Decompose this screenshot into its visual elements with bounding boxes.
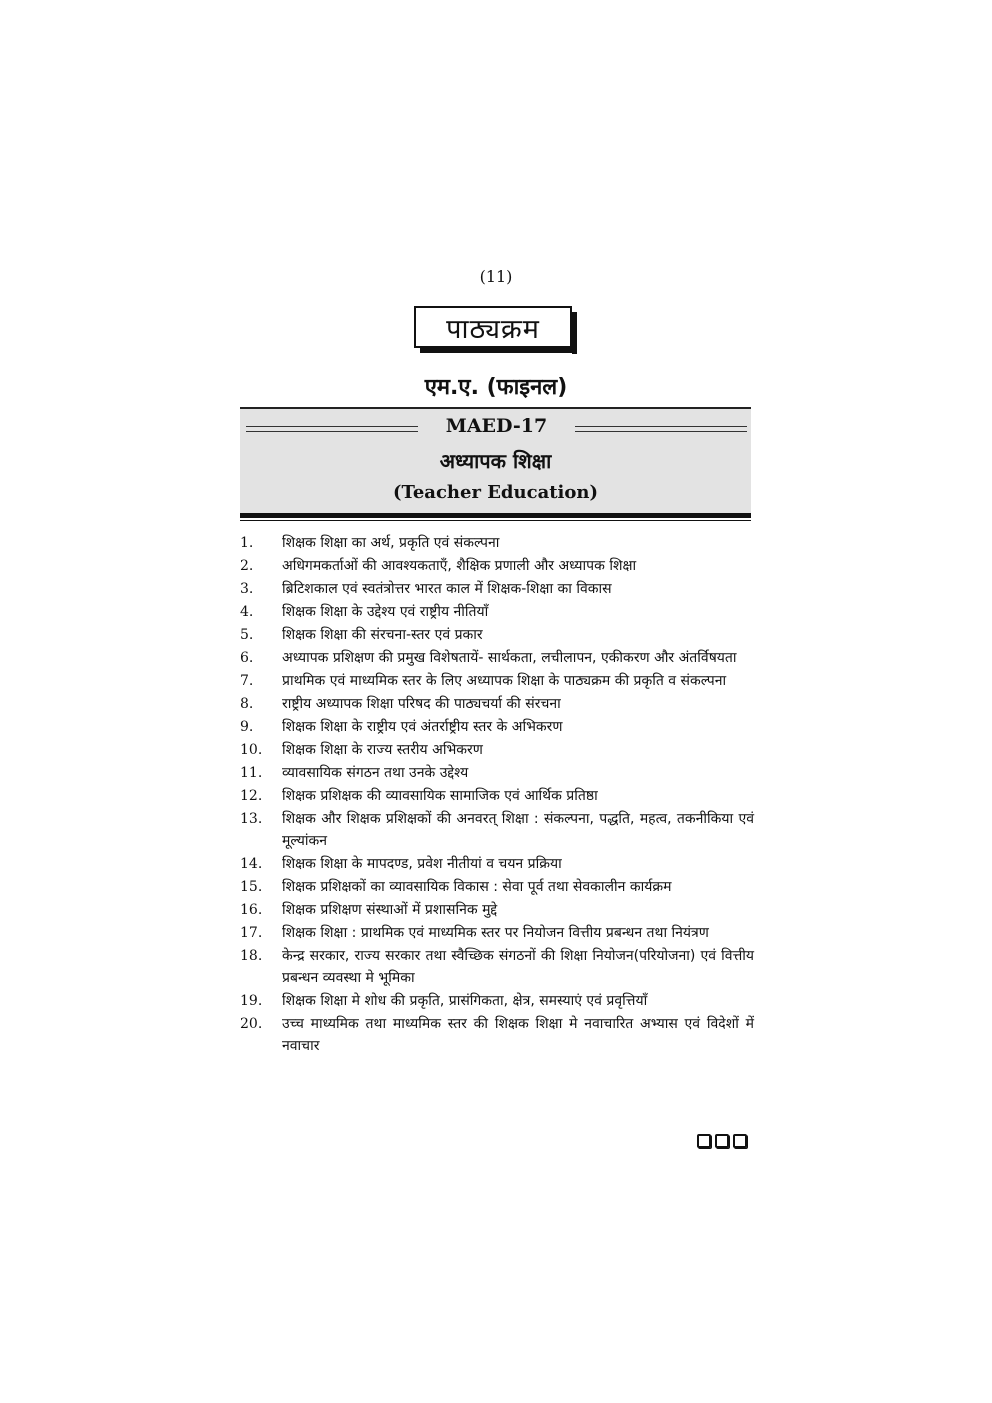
topic-number: 7.: [240, 673, 254, 689]
topic-text: शिक्षक शिक्षा का अर्थ, प्रकृति एवं संकल्पना: [282, 535, 500, 551]
topic-text: अध्यापक प्रशिक्षण की प्रमुख विशेषतायें- सार्थकता, लचीलापन, एकीकरण और अंतर्विषयता: [282, 650, 737, 666]
topic-text: शिक्षक और शिक्षक प्रशिक्षकों की अनवरत् शिक्षा : संकल्पना, पद्धति, महत्व, तकनीकिया एवं मूल्यांकन: [282, 811, 754, 849]
list-item: [240, 945, 754, 989]
section-rule-thick: [240, 513, 751, 518]
section-rule-thin: [240, 520, 751, 521]
topic-number: 19.: [240, 993, 263, 1009]
list-item: [240, 739, 754, 761]
heading-shadow-bottom: [420, 348, 577, 353]
topic-text: राष्ट्रीय अध्यापक शिक्षा परिषद की पाठ्यचर्या की संरचना: [282, 696, 561, 712]
topic-list: [240, 532, 754, 1058]
topic-number: 14.: [240, 856, 263, 872]
topic-text: शिक्षक प्रशिक्षक की व्यावसायिक सामाजिक एवं आर्थिक प्रतिष्ठा: [282, 788, 598, 804]
end-of-section-marks: [697, 1134, 753, 1152]
list-item: [240, 532, 754, 554]
topic-number: 8.: [240, 696, 254, 712]
topic-number: 11.: [240, 765, 263, 781]
topic-text: उच्च माध्यमिक तथा माध्यमिक स्तर की शिक्षक शिक्षा मे नवाचारित अभ्यास एवं विदेशों में नवाचार: [282, 1016, 754, 1054]
topic-number: 20.: [240, 1016, 263, 1032]
list-item: [240, 555, 754, 577]
program-subheading: एम.ए. (फाइनल): [424, 375, 568, 400]
list-item: [240, 876, 754, 898]
list-item: [240, 853, 754, 875]
list-item: [240, 578, 754, 600]
list-item: [240, 716, 754, 738]
box-icon: [715, 1134, 729, 1148]
topic-text: शिक्षक शिक्षा के राष्ट्रीय एवं अंतर्राष्ट्रीय स्तर के अभिकरण: [282, 719, 563, 735]
heading-box: [414, 306, 578, 354]
list-item: [240, 624, 754, 646]
topic-text: शिक्षक शिक्षा मे शोध की प्रकृति, प्रासंगिकता, क्षेत्र, समस्याएं एवं प्रवृत्तियाँ: [282, 993, 648, 1009]
page-heading: पाठ्यक्रम: [414, 306, 572, 348]
topic-number: 9.: [240, 719, 254, 735]
list-item: [240, 693, 754, 715]
course-code-row: [240, 415, 751, 443]
topic-text: अधिगमकर्ताओं की आवश्यकताएँ, शैक्षिक प्रणाली और अध्यापक शिक्षा: [282, 558, 637, 574]
topic-number: 2.: [240, 558, 254, 574]
list-item: [240, 601, 754, 623]
topic-number: 3.: [240, 581, 254, 597]
course-code: MAED-17: [445, 415, 548, 437]
topic-number: 12.: [240, 788, 263, 804]
list-item: [240, 785, 754, 807]
list-item: [240, 808, 754, 852]
topic-number: 5.: [240, 627, 254, 643]
list-item: [240, 990, 754, 1012]
course-header-box: [240, 407, 751, 514]
topic-text: ब्रिटिशकाल एवं स्वतंत्रोत्तर भारत काल में शिक्षक-शिक्षा का विकास: [282, 581, 612, 597]
topic-text: शिक्षक प्रशिक्षण संस्थाओं में प्रशासनिक मुद्दे: [282, 902, 498, 918]
topic-number: 1.: [240, 535, 254, 551]
topic-number: 15.: [240, 879, 263, 895]
topic-text: शिक्षक शिक्षा के राज्य स्तरीय अभिकरण: [282, 742, 483, 758]
topic-number: 6.: [240, 650, 254, 666]
topic-text: शिक्षक शिक्षा : प्राथमिक एवं माध्यमिक स्तर पर नियोजन वित्तीय प्रबन्धन तथा नियंत्रण: [282, 925, 709, 941]
topic-text: व्यावसायिक संगठन तथा उनके उद्देश्य: [282, 765, 469, 781]
list-item: [240, 1013, 754, 1057]
topic-number: 4.: [240, 604, 254, 620]
topic-text: शिक्षक शिक्षा के उद्देश्य एवं राष्ट्रीय नीतियाँ: [282, 604, 489, 620]
topic-number: 18.: [240, 948, 263, 964]
list-item: [240, 922, 754, 944]
topic-text: शिक्षक शिक्षा के मापदण्ड, प्रवेश नीतीयां व चयन प्रक्रिया: [282, 856, 562, 872]
double-rule-right: [575, 426, 747, 432]
topic-number: 13.: [240, 811, 263, 827]
list-item: [240, 647, 754, 669]
course-title-english: (Teacher Education): [393, 482, 598, 503]
topic-number: 10.: [240, 742, 263, 758]
course-title-hindi: अध्यापक शिक्षा: [439, 449, 552, 473]
topic-text: प्राथमिक एवं माध्यमिक स्तर के लिए अध्यापक शिक्षा के पाठ्यक्रम की प्रकृति व संकल्पना: [282, 673, 727, 689]
list-item: [240, 670, 754, 692]
double-rule-left: [246, 426, 418, 432]
topic-number: 17.: [240, 925, 263, 941]
topic-text: केन्द्र सरकार, राज्य सरकार तथा स्वैच्छिक संगठनों की शिक्षा नियोजन(परियोजना) एवं वित्तीय प्रबन्धन व्यवस्था मे भूमिका: [282, 948, 754, 986]
topic-number: 16.: [240, 902, 263, 918]
box-icon: [733, 1134, 747, 1148]
list-item: [240, 899, 754, 921]
topic-text: शिक्षक शिक्षा की संरचना-स्तर एवं प्रकार: [282, 627, 483, 643]
box-icon: [697, 1134, 711, 1148]
topic-text: शिक्षक प्रशिक्षकों का व्यावसायिक विकास : सेवा पूर्व तथा सेवकालीन कार्यक्रम: [282, 879, 672, 895]
page-number: (11): [479, 267, 513, 286]
list-item: [240, 762, 754, 784]
